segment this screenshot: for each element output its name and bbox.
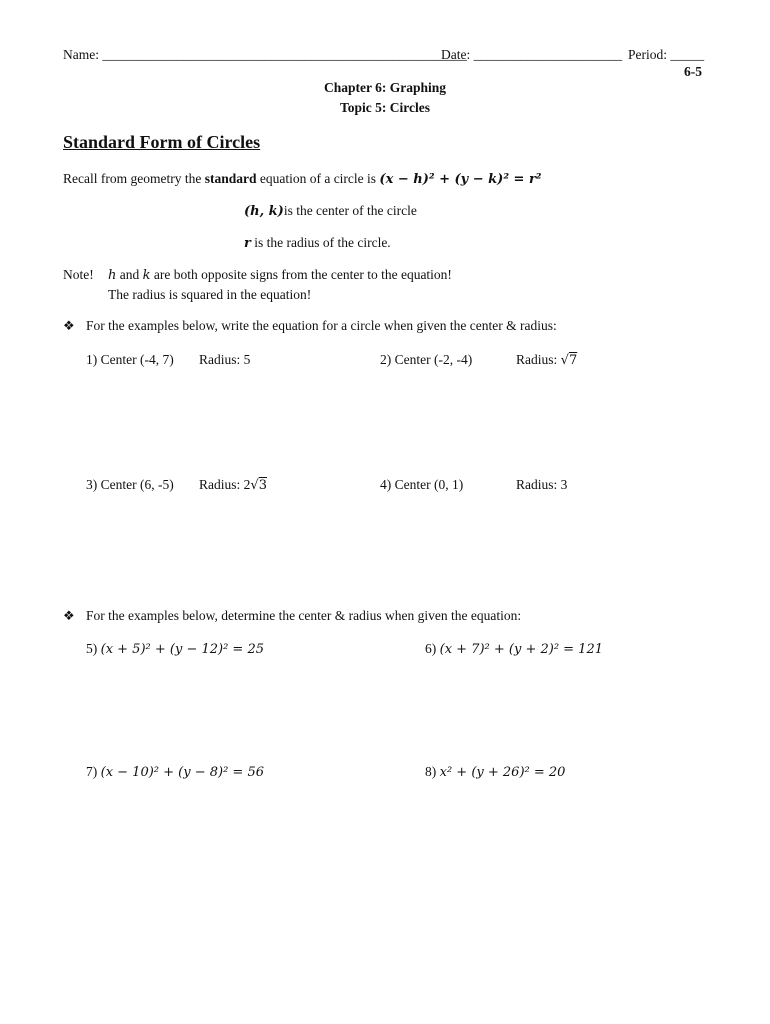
problem-equation: (x − 10)² + (y − 8)² = 56 <box>100 765 264 780</box>
problem-7 <box>86 764 264 780</box>
radius-value: 3 <box>258 478 267 493</box>
problem-number: 8) <box>425 764 437 779</box>
radius-coefficient: 2 <box>243 477 251 492</box>
section-heading: Standard Form of Circles <box>63 132 261 152</box>
date-field-label: Date: ______________________ <box>441 47 623 62</box>
radius-label: Radius: <box>199 477 244 492</box>
recall-prefix: Recall from geometry the <box>63 171 205 186</box>
recall-middle: equation of a circle is <box>256 171 380 186</box>
problem-4-center: 4) Center (0, 1) <box>380 477 464 492</box>
note-and: and <box>119 267 140 282</box>
period-field-label: Period: _____ <box>628 47 705 62</box>
radius-label: Radius: <box>199 352 244 367</box>
problem-2-center: 2) Center (-2, -4) <box>380 352 473 367</box>
note-label: Note! <box>63 267 94 282</box>
radius-definition <box>244 235 391 251</box>
note-h: h <box>108 268 117 283</box>
recall-line <box>63 171 542 187</box>
problem-1-center: 1) Center (-4, 7) <box>86 352 174 367</box>
problem-equation: (x + 7)² + (y + 2)² = 121 <box>439 642 603 657</box>
radius-value: 5 <box>243 352 251 367</box>
center-definition <box>244 203 417 219</box>
note-k: k <box>142 268 151 283</box>
center-variable: (h, k) <box>244 204 284 219</box>
problem-number: 6) <box>425 641 437 656</box>
center-definition-text: is the center of the circle <box>283 203 417 218</box>
problem-2-radius <box>516 352 577 368</box>
problem-5 <box>86 641 264 657</box>
problem-6 <box>425 641 603 657</box>
part1-instruction: For the examples below, write the equation for a circle when given the center & radius: <box>86 318 557 333</box>
section-code: 6-5 <box>684 64 702 79</box>
note-line-1 <box>108 267 452 283</box>
radius-label: Radius: <box>516 352 561 367</box>
bullet-icon: ❖ <box>63 608 75 623</box>
bullet-icon: ❖ <box>63 318 75 333</box>
radius-value: 3 <box>560 477 568 492</box>
problem-8 <box>425 764 565 780</box>
part2-instruction: For the examples below, determine the center & radius when given the equation: <box>86 608 522 623</box>
name-field-label: Name: ______________________________________________________ <box>63 47 467 62</box>
problem-3-center: 3) Center (6, -5) <box>86 477 174 492</box>
radius-definition-text: is the radius of the circle. <box>250 235 391 250</box>
problem-number: 7) <box>86 764 98 779</box>
recall-bold-word: standard <box>204 171 257 186</box>
radius-value: 7 <box>568 353 578 368</box>
chapter-title: Chapter 6: Graphing <box>323 80 446 95</box>
radius-variable: r <box>244 236 251 251</box>
problem-4-radius <box>516 477 567 493</box>
topic-title: Topic 5: Circles <box>340 100 430 115</box>
problem-equation: (x + 5)² + (y − 12)² = 25 <box>100 642 264 657</box>
note-line-2: The radius is squared in the equation! <box>108 287 312 302</box>
standard-equation: (x − h)² + (y − k)² = r² <box>379 172 542 187</box>
problem-1-radius <box>199 352 250 368</box>
radius-label: Radius: <box>516 477 561 492</box>
sqrt-symbol: √ <box>250 478 259 493</box>
problem-number: 5) <box>86 641 98 656</box>
problem-3-radius <box>199 477 267 493</box>
problem-equation: x² + (y + 26)² = 20 <box>439 765 566 780</box>
note-line-1-rest: are both opposite signs from the center to the equation! <box>153 267 452 282</box>
sqrt-symbol: √ <box>560 353 569 368</box>
